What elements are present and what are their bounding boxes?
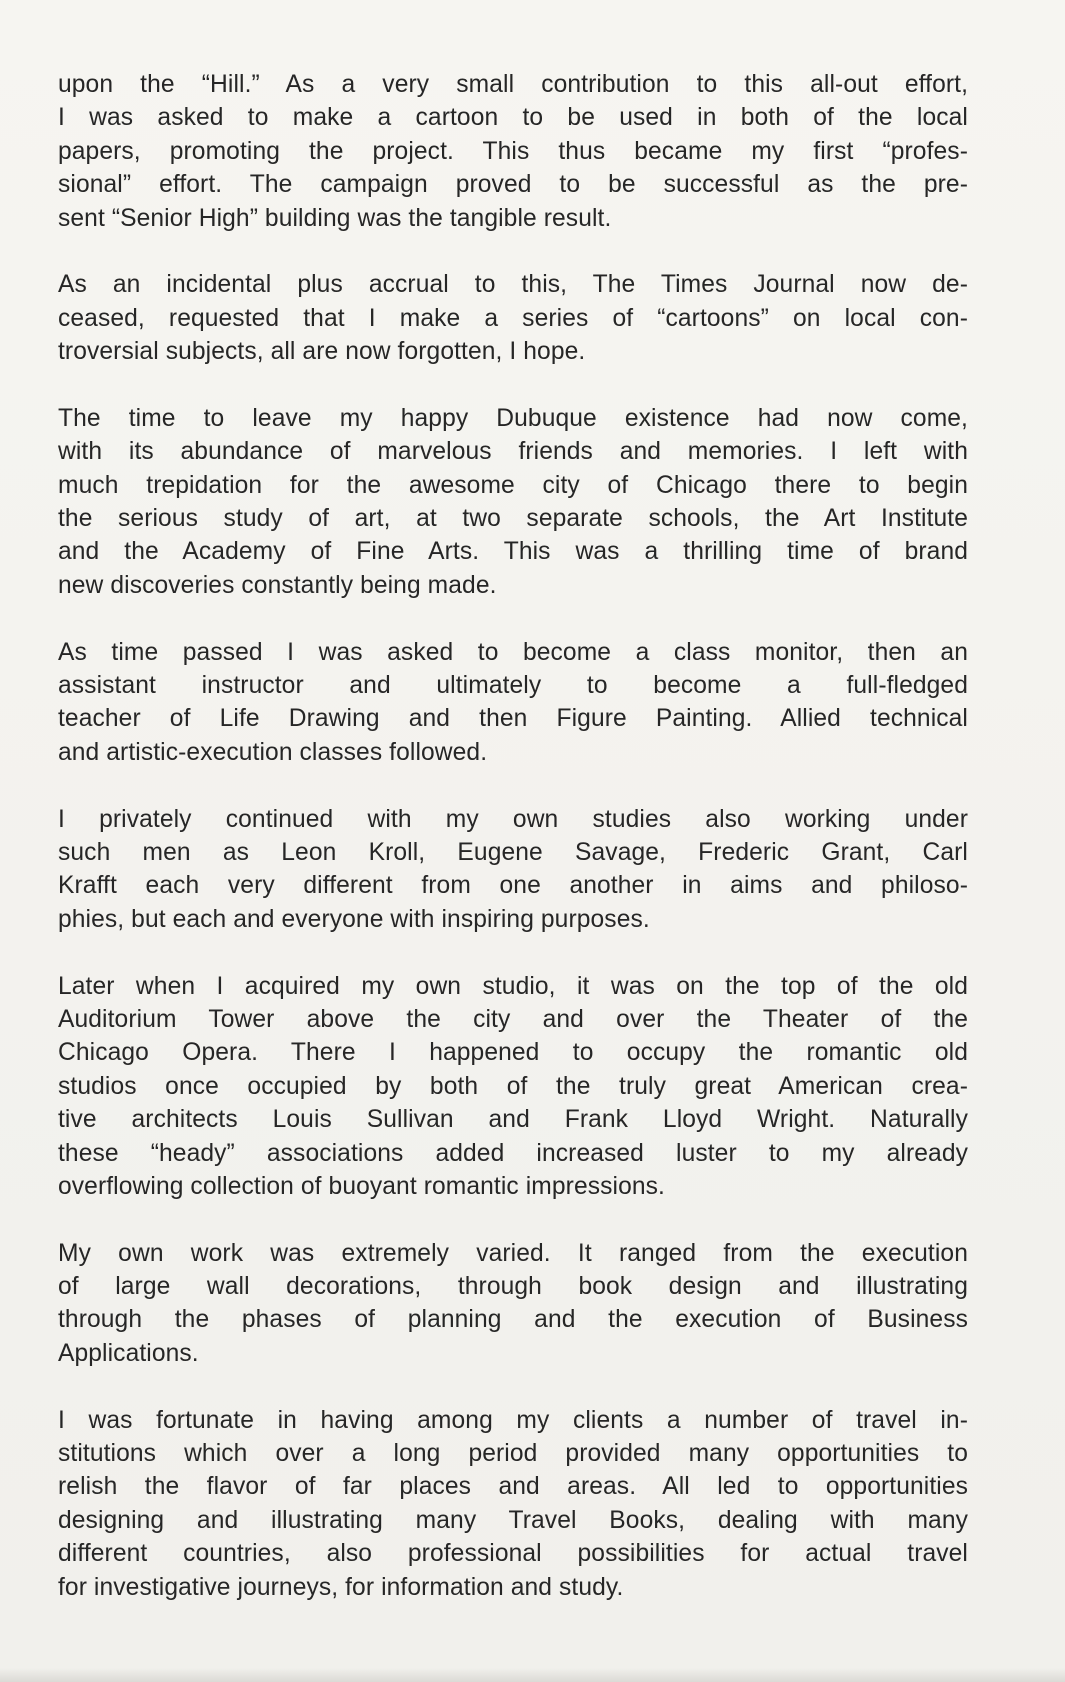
paragraph-8 — [58, 1404, 968, 1604]
text-line: sional” effort. The campaign proved to be successful as the pre- — [58, 171, 968, 199]
text-line: stitutions which over a long period provided many opportunities to — [58, 1440, 968, 1468]
text-line: much trepidation for the awesome city of Chicago there to begin — [58, 471, 968, 499]
text-line: My own work was extremely varied. It ranged from the execution — [58, 1239, 968, 1267]
paragraph-2 — [58, 268, 968, 368]
text-line: new discoveries constantly being made. — [58, 571, 497, 599]
text-line: studios once occupied by both of the truly great American crea- — [58, 1072, 968, 1100]
text-line: As time passed I was asked to become a class monitor, then an — [58, 638, 968, 666]
text-line: Applications. — [58, 1339, 199, 1367]
text-line: and the Academy of Fine Arts. This was a thrilling time of brand — [58, 538, 968, 566]
text-line: I privately continued with my own studies also working under — [58, 805, 968, 833]
text-line: tive architects Louis Sullivan and Frank Lloyd Wright. Naturally — [58, 1106, 968, 1134]
text-line: I was asked to make a cartoon to be used in both of the local — [58, 104, 968, 132]
text-line: designing and illustrating many Travel Books, dealing with many — [58, 1506, 968, 1534]
paragraph-5 — [58, 803, 968, 937]
text-line: such men as Leon Kroll, Eugene Savage, Frederic Grant, Carl — [58, 838, 968, 866]
text-line: Later when I acquired my own studio, it was on the top of the old — [58, 972, 968, 1000]
paragraph-1 — [58, 68, 968, 235]
text-line: with its abundance of marvelous friends and memories. I left with — [58, 438, 968, 466]
text-line: of large wall decorations, through book design and illustrating — [58, 1273, 968, 1301]
paragraph-3 — [58, 402, 968, 602]
text-line: the serious study of art, at two separate schools, the Art Institute — [58, 505, 968, 533]
text-line: ceased, requested that I make a series of “cartoons” on local con- — [58, 304, 968, 332]
text-line: sent “Senior High” building was the tangible result. — [58, 204, 612, 232]
page-bottom-edge — [0, 1668, 1065, 1682]
text-line: As an incidental plus accrual to this, The Times Journal now de- — [58, 271, 968, 299]
paragraph-4 — [58, 636, 968, 770]
text-line: Krafft each very different from one another in aims and philoso- — [58, 872, 968, 900]
paragraph-6 — [58, 970, 968, 1204]
text-line: upon the “Hill.” As a very small contribution to this all-out effort, — [58, 71, 968, 98]
text-line: and artistic-execution classes followed. — [58, 738, 488, 766]
text-line: relish the flavor of far places and areas. All led to opportunities — [58, 1473, 968, 1501]
text-line: I was fortunate in having among my clients a number of travel in- — [58, 1406, 968, 1434]
text-line: phies, but each and everyone with inspiring purposes. — [58, 905, 650, 933]
paragraph-7 — [58, 1237, 968, 1371]
text-line: through the phases of planning and the execution of Business — [58, 1306, 968, 1334]
text-line: assistant instructor and ultimately to become a full-fledged — [58, 672, 968, 700]
text-line: overflowing collection of buoyant romantic impressions. — [58, 1172, 665, 1200]
text-line: Auditorium Tower above the city and over the Theater of the — [58, 1005, 968, 1033]
text-line: these “heady” associations added increased luster to my already — [58, 1139, 968, 1167]
text-line: teacher of Life Drawing and then Figure Painting. Allied technical — [58, 705, 968, 733]
text-line: troversial subjects, all are now forgotten, I hope. — [58, 338, 586, 366]
text-line: papers, promoting the project. This thus became my first “profes- — [58, 137, 968, 165]
text-line: different countries, also professional possibilities for actual travel — [58, 1540, 968, 1568]
body-text — [58, 68, 968, 1637]
text-line: for investigative journeys, for information and study. — [58, 1573, 624, 1601]
text-line: The time to leave my happy Dubuque existence had now come, — [58, 404, 968, 432]
text-line: Chicago Opera. There I happened to occupy the romantic old — [58, 1039, 968, 1067]
